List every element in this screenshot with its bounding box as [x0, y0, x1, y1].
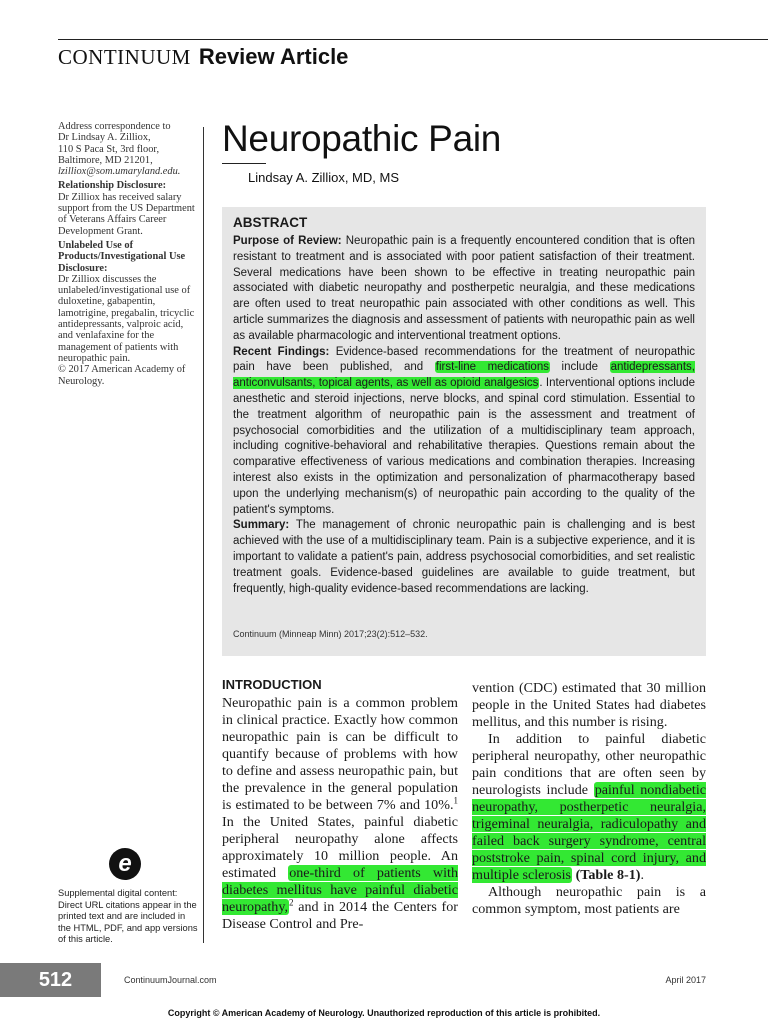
- abstract-purpose: [233, 234, 695, 345]
- journal-citation: Continuum (Minneap Minn) 2017;23(2):512–532.: [233, 629, 428, 639]
- disclosure-text: Dr Zilliox has received salary support from the US Department of Veterans Affairs Career Development Grant.: [58, 191, 195, 237]
- sidebar-divider: [203, 127, 204, 943]
- abstract-summary: [233, 518, 695, 597]
- body-text: In addition to painful diabetic peripheral neuropathy, other neuropathic pain conditions that are often seen by neurologists include: [472, 731, 706, 798]
- address-line: Dr Lindsay A. Zilliox,: [58, 132, 151, 144]
- supplemental-content-icon: e: [109, 848, 141, 880]
- journal-logo: CONTINUUM: [58, 45, 191, 69]
- intro-paragraph: [222, 695, 458, 933]
- unlabeled-use-block: [58, 240, 198, 387]
- body-text: Neuropathic pain is a common problem in clinical practice. Exactly how common neuropathic pain is can be difficult to quantify because of problems with how to define and assess neuropathic pain, but the prevalence in the general population is estimated to be between 7% and 10%.: [222, 695, 458, 813]
- article-title: Neuropathic Pain: [222, 118, 502, 159]
- body-text: and in 2014 the Centers for Disease Control and Pre-: [222, 899, 458, 932]
- journal-url[interactable]: ContinuumJournal.com: [124, 975, 217, 985]
- page-number: 512: [0, 963, 101, 997]
- header-rule: [58, 39, 768, 40]
- title-rule: [222, 163, 266, 164]
- purpose-label: Purpose of Review:: [233, 235, 342, 247]
- address-line: 110 S Paca St, 3rd floor,: [58, 143, 160, 155]
- highlight-medications: antidepressants, anticonvulsants, topical agents, as well as opioid analgesics: [233, 361, 695, 390]
- body-paragraph: [472, 731, 706, 884]
- supplemental-note: Supplemental digital content: Direct URL citations appear in the printed text and are included in the HTML, PDF, and app versions of this article.: [58, 888, 198, 945]
- address-line: Address correspondence to: [58, 121, 171, 132]
- highlight-first-line: first-line medications: [435, 361, 549, 374]
- unlabeled-use-text: Dr Zilliox discusses the unlabeled/investigational use of duloxetine, gabapentin, lamotrigine, pregabalin, tricyclic antidepressants, valproic acid, and venlafaxine for the management of patients with neuropathic pain.: [58, 273, 195, 364]
- body-column-left: [222, 676, 458, 933]
- findings-text: Evidence-based recommendations for the treatment of neuropathic pain have been published, and: [233, 345, 695, 374]
- article-type: Review Article: [198, 44, 349, 69]
- body-paragraph: Although neuropathic pain is a common symptom, most patients are: [472, 884, 706, 917]
- abstract-heading: ABSTRACT: [233, 215, 308, 230]
- author-email-link[interactable]: lzilliox@som.umaryland.edu.: [58, 166, 181, 178]
- journal-header: [58, 44, 348, 70]
- reference-1-link[interactable]: 1: [453, 795, 458, 806]
- abstract-findings: [233, 345, 695, 519]
- purpose-text: Neuropathic pain is a frequently encountered condition that is often resistant to treatment and is associated with poor patient satisfaction of their treatment. Several medications have been shown to be effective in treating neuropathic pain associated with diabetic neuropathy and postherpetic neuralgia, and these medications are often used to treat neuropathic pain associated with other conditions as well. This article summarizes the diagnosis and assessment of patients with neuropathic pain as well as available pharmacologic and interventional treatment options.: [233, 235, 695, 342]
- body-text: In the United States, painful diabetic peripheral neuropathy alone affects approximately 10 million people. An estimated: [222, 814, 458, 881]
- abstract-box: [222, 207, 706, 656]
- summary-text: The management of chronic neuropathic pain is challenging and is best achieved with the use of a multidisciplinary team. Pain is a subjective experience, and it is important to validate a patient's pain, address psychosocial comorbidities, and set realistic treatment goals. Evidence-based guidelines are available to guide treatment, but frequently, high-quality evidence-based recommendations are lacking.: [233, 519, 695, 595]
- highlight-one-third: one-third of patients with diabetes mellitus have painful diabetic neuropathy,: [222, 865, 458, 915]
- findings-text: include: [561, 361, 598, 374]
- disclosure-heading: Relationship Disclosure:: [58, 180, 167, 192]
- findings-label: Recent Findings:: [233, 345, 330, 358]
- sidebar: [58, 121, 198, 390]
- table-8-1-link[interactable]: (Table 8-1): [575, 867, 641, 883]
- correspondence-block: [58, 121, 198, 177]
- body-text: .: [640, 867, 644, 883]
- disclosure-block: [58, 180, 198, 236]
- address-line: Baltimore, MD 21201,: [58, 154, 153, 166]
- introduction-heading: INTRODUCTION: [222, 677, 322, 692]
- sidebar-copyright: © 2017 American Academy of Neurology.: [58, 364, 186, 387]
- highlight-conditions: painful nondiabetic neuropathy, postherpetic neuralgia, trigeminal neuralgia, radiculopathy and failed back surgery syndrome, central poststroke pain, spinal cord injury, and multiple sclerosis: [472, 782, 706, 883]
- findings-text: . Interventional options include anesthetic and steroid injections, nerve blocks, and spinal cord stimulation. Essential to the treatment algorithm of neuropathic pain is the assessment and treatment of psychosocial comorbidities and the utilization of a multidisciplinary team approach, including cognitive-behavioral and rehabilitative therapies. Questions remain about the comparative effectiveness of various medications and combination therapies. Increasing interest also exists in the optimization and personalization of pharmacotherapy based upon the underlying mechanism(s) of neuropathic pain according to the quality of the patient's symptoms.: [233, 377, 695, 516]
- issue-date: April 2017: [665, 975, 706, 985]
- article-author: Lindsay A. Zilliox, MD, MS: [248, 170, 399, 185]
- body-paragraph: vention (CDC) estimated that 30 million people in the United States had diabetes mellitus, and this number is rising.: [472, 680, 706, 730]
- unlabeled-use-heading: Unlabeled Use of Products/Investigational Use Disclosure:: [58, 239, 186, 274]
- body-column-right: [472, 680, 706, 918]
- copyright-notice: Copyright © American Academy of Neurology. Unauthorized reproduction of this article is prohibited.: [167, 1008, 601, 1018]
- reference-2-link[interactable]: 2: [289, 897, 294, 908]
- summary-label: Summary:: [233, 519, 290, 532]
